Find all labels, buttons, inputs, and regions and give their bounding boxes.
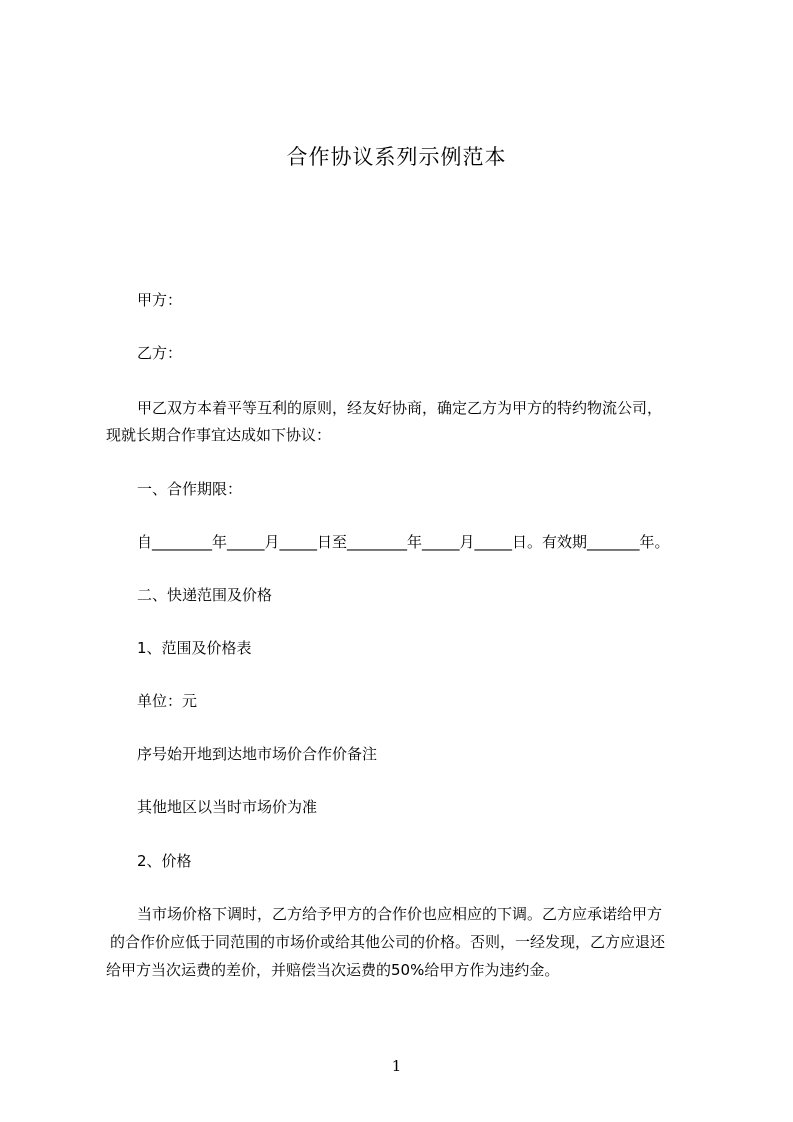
- party-a-label: 甲方：: [137, 291, 183, 309]
- subsection-2-heading: 2、价格: [137, 852, 192, 870]
- price-table-note: 其他地区以当时市场价为准: [137, 798, 318, 816]
- price-paragraph-line-3: 给甲方当次运费的差价，并赔偿当次运费的50%给甲方作为违约金。: [106, 961, 560, 979]
- cooperation-term-line: 自________年_____月_____日至________年_____月_____日。有效期_______年。: [137, 533, 670, 551]
- section-2-heading: 二、快递范围及价格: [137, 586, 273, 604]
- subsection-1-heading: 1、范围及价格表: [137, 639, 252, 657]
- document-title: 合作协议系列示例范本: [286, 145, 507, 169]
- intro-paragraph-line-2: 现就长期合作事宜达成如下协议：: [106, 426, 332, 444]
- party-b-label: 乙方：: [137, 344, 183, 362]
- intro-paragraph-line-1: 甲乙双方本着平等互利的原则，经友好协商，确定乙方为甲方的特约物流公司，: [137, 399, 663, 417]
- price-paragraph-line-1: 当市场价格下调时，乙方给予甲方的合作价也应相应的下调。乙方应承诺给甲方: [137, 905, 663, 923]
- price-paragraph-line-2: 的合作价应低于同范围的市场价或给其他公司的价格。否则，一经发现，乙方应退还: [110, 933, 666, 951]
- unit-label: 单位：元: [137, 692, 198, 710]
- price-table-header: 序号始开地到达地市场价合作价备注: [137, 745, 378, 763]
- page-number: 1: [391, 1057, 402, 1075]
- section-1-heading: 一、合作期限：: [137, 480, 243, 498]
